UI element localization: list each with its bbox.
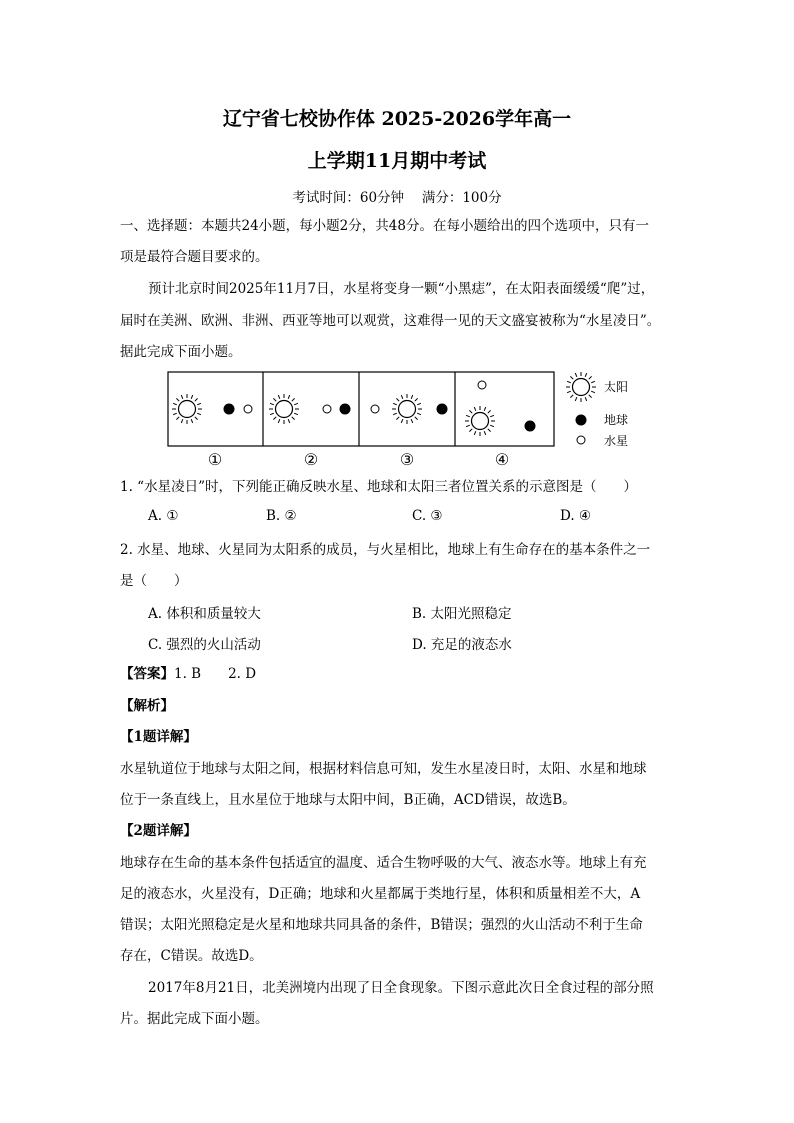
- analysis-label: 【解析】: [120, 698, 174, 714]
- mercury-icon: [244, 405, 252, 413]
- legend-sun-label: 太阳: [604, 380, 629, 394]
- exam-info: 考试时间：60分钟 满分：100分: [292, 190, 502, 206]
- passage2-line2: 片。据此完成下面小题。: [120, 1011, 269, 1027]
- legend-mercury-label: 水星: [604, 434, 629, 448]
- q2-analysis-line2: 足的液态水，火星没有，D正确；地球和火星都属于类地行星，体积和质量相差不大，A: [120, 886, 641, 902]
- legend-sun-icon: [566, 372, 596, 402]
- legend-earth-label: 地球: [604, 413, 629, 427]
- section-instruction-line2: 项是最符合题目要求的。: [120, 249, 269, 265]
- earth-icon: [525, 421, 536, 432]
- earth-icon: [437, 404, 448, 415]
- panel-label-1: ①: [207, 450, 223, 469]
- earth-icon: [340, 404, 351, 415]
- mercury-icon: [478, 381, 486, 389]
- q1-analysis-label: 【1题详解】: [120, 729, 197, 745]
- panel-label-2: ②: [303, 450, 319, 469]
- q1-option-d: D. ④: [560, 508, 592, 524]
- q2-analysis-line4: 存在，C错误。故选D。: [120, 948, 263, 964]
- q2-analysis-label: 【2题详解】: [120, 823, 197, 839]
- q2-option-a: A. 体积和质量较大: [148, 606, 261, 622]
- section-instruction-line1: 一、选择题：本题共24小题，每小题2分，共48分。在每小题给出的四个选项中，只有一: [120, 218, 649, 234]
- q1-analysis-line1: 水星轨道位于地球与太阳之间，根据材料信息可知，发生水星凌日时，太阳、水星和地球: [120, 761, 647, 777]
- passage1-line1: 预计北京时间2025年11月7日，水星将变身一颗“小黑痣”，在太阳表面缓缓“爬”过，: [148, 281, 655, 297]
- mercury-icon: [323, 405, 331, 413]
- panel-label-4: ④: [494, 450, 510, 469]
- q2-option-c: C. 强烈的火山活动: [148, 637, 261, 653]
- answer-text: 1. B 2. D: [174, 666, 257, 682]
- panel-label-3: ③: [399, 450, 415, 469]
- answer-label: 【答案】: [120, 666, 174, 682]
- answer-line: [120, 664, 680, 684]
- q2-option-b: B. 太阳光照稳定: [412, 606, 512, 622]
- transit-figure: [160, 366, 640, 470]
- page-title-line1: 辽宁省七校协作体 2025-2026学年高一: [222, 108, 572, 130]
- question2-stem-line2: 是（ ）: [120, 573, 188, 589]
- page-title-line2: 上学期11月期中考试: [307, 150, 487, 172]
- passage2-line1: 2017年8月21日，北美洲境内出现了日全食现象。下图示意此次日全食过程的部分照: [148, 980, 654, 996]
- q2-option-d: D. 充足的液态水: [412, 637, 512, 653]
- q1-option-a: A. ①: [148, 508, 179, 524]
- q1-option-b: B. ②: [266, 508, 297, 524]
- mercury-icon: [371, 405, 379, 413]
- passage1-line3: 据此完成下面小题。: [120, 344, 242, 360]
- earth-icon: [224, 404, 235, 415]
- q1-analysis-line2: 位于一条直线上，且水星位于地球与太阳中间，B正确，ACD错误，故选B。: [120, 792, 576, 808]
- question1-stem: 1. “水星凌日”时，下列能正确反映水星、地球和太阳三者位置关系的示意图是（ ）: [120, 479, 637, 495]
- q1-option-c: C. ③: [412, 508, 443, 524]
- q2-analysis-line3: 错误；太阳光照稳定是火星和地球共同具备的条件，B错误；强烈的火山活动不利于生命: [120, 917, 643, 933]
- legend-mercury-icon: [577, 436, 585, 444]
- legend-earth-icon: [576, 415, 587, 426]
- question2-stem-line1: 2. 水星、地球、火星同为太阳系的成员，与火星相比，地球上有生命存在的基本条件之一: [120, 542, 651, 558]
- passage1-line2: 届时在美洲、欧洲、非洲、西亚等地可以观赏，这难得一见的天文盛宴被称为“水星凌日”。: [120, 313, 661, 329]
- q2-analysis-line1: 地球存在生命的基本条件包括适宜的温度、适合生物呼吸的大气、液态水等。地球上有充: [120, 855, 647, 871]
